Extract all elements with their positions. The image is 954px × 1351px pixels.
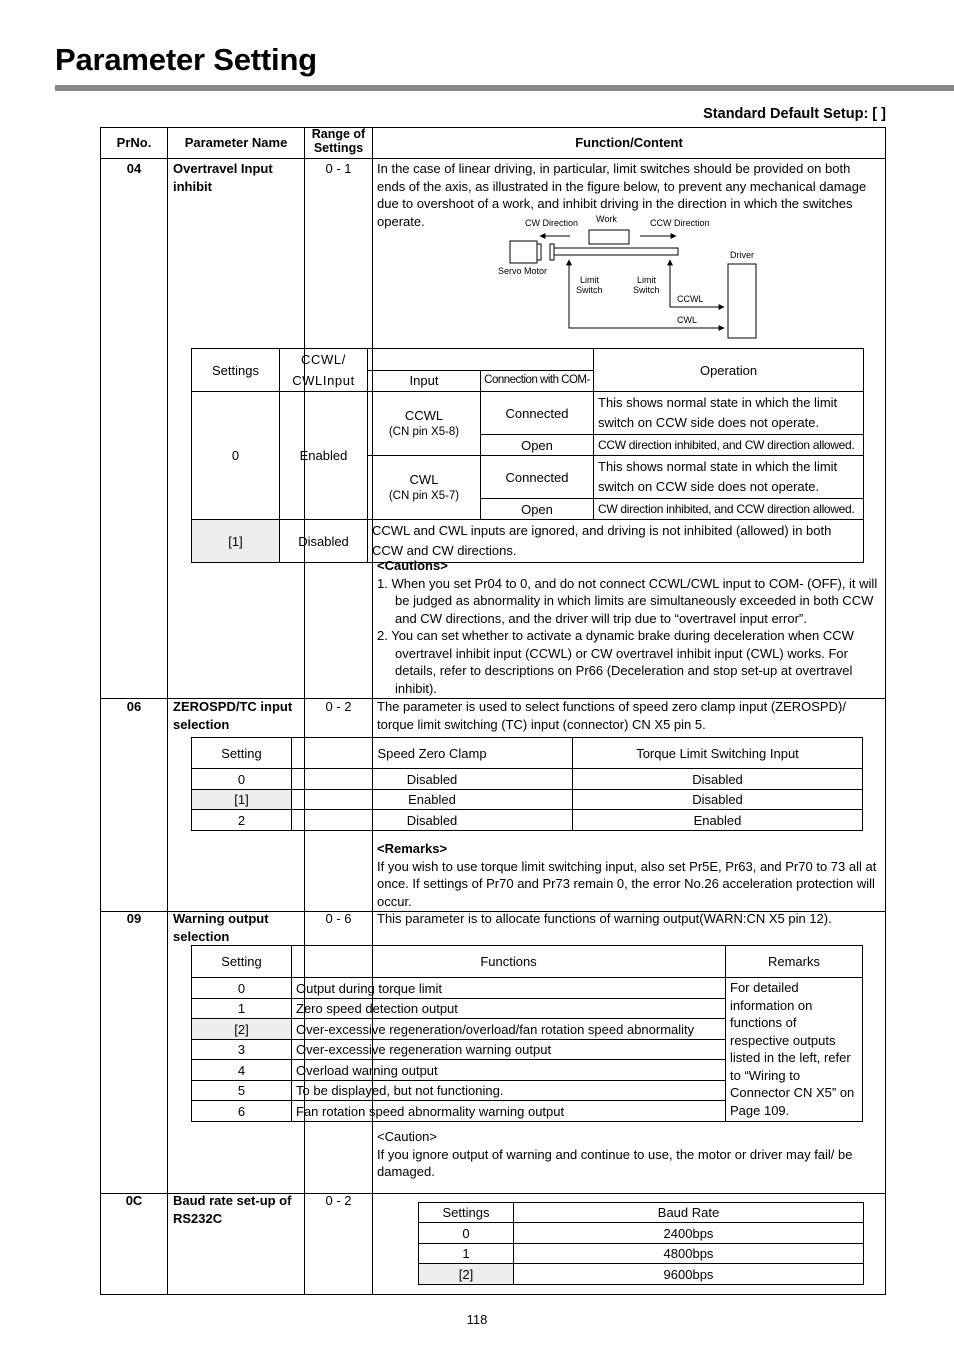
page-title: Parameter Setting	[55, 42, 317, 77]
pr06-range: 0 - 2	[325, 699, 352, 714]
pr04-h-connection: Connection with COM-	[481, 370, 594, 392]
pr06-r2-zero: Disabled	[292, 810, 573, 831]
header-divider	[100, 158, 886, 159]
pr09-r0-function: Output during torque limit	[292, 978, 726, 999]
pr09-h-remarks: Remarks	[726, 946, 863, 978]
diagram-limit-label-1: Limit	[580, 275, 600, 285]
pr06-settings-table	[191, 737, 863, 831]
pr04-row1-op: CCWL and CWL inputs are ignored, and driving is not inhibited (allowed) in both CCW and CW directions.	[368, 520, 864, 563]
pr04-row1-setting: [1]	[192, 520, 280, 563]
diagram-coupling-2	[550, 244, 554, 260]
pr04-name: Overtravel Input inhibit	[173, 161, 273, 194]
pr06-r2-setting: 2	[192, 810, 292, 831]
pr06-number: 06	[126, 699, 142, 714]
diagram-switch-label-1: Switch	[576, 285, 603, 295]
pr09-h-functions: Functions	[292, 946, 726, 978]
pr0c-r1-rate: 4800bps	[514, 1244, 864, 1264]
diagram-work-label: Work	[596, 214, 617, 224]
pr09-number: 09	[126, 911, 142, 926]
diagram-switch-label-2: Switch	[633, 285, 660, 295]
diagram-cwl-label: CWL	[677, 315, 697, 325]
pr04-ccwl-label: CCWL	[404, 407, 444, 423]
pr04-description: In the case of linear driving, in particular, limit switches should be provided on both ends of the axis, as illustrated in the figure below, to prevent any mechanical damage due to overshoot of a work, and inhibit driving in the direction in which the switches operate.	[377, 161, 867, 229]
pr06-remarks-text: If you wish to use torque limit switching input, also set Pr5E, Pr63, and Pr70 to 73 all at once. If settings of Pr70 and Pr73 remain 0, the error No.26 acceleration protection will occur.	[377, 858, 877, 909]
diagram-driver-box	[728, 264, 756, 338]
pr09-r6-function: Fan rotation speed abnormality warning output	[292, 1101, 726, 1122]
pr04-h-operation: Operation	[594, 349, 864, 392]
limit-switch-diagram	[490, 208, 770, 343]
pr09-caution-title: <Caution>	[377, 1129, 437, 1144]
pr09-r0-setting: 0	[192, 978, 292, 999]
pr09-r4-function: Overload warning output	[292, 1060, 726, 1081]
page-number: 118	[466, 1312, 488, 1327]
pr0c-number: 0C	[125, 1193, 143, 1208]
pr06-description: The parameter is used to select functions of speed zero clamp input (ZEROSPD)/ torque limit switching (TC) input (connector) CN X5 pin 5.	[377, 699, 846, 732]
pr0c-h-settings: Settings	[419, 1203, 514, 1223]
pr06-r0-setting: 0	[192, 769, 292, 790]
diagram-servo-motor	[510, 241, 537, 263]
pr06-h-speed-zero-clamp: Speed Zero Clamp	[292, 738, 573, 769]
pr04-h-blank	[368, 349, 594, 371]
pr09-r3-function: Over-excessive regeneration warning output	[292, 1040, 726, 1060]
pr06-h-torque-limit: Torque Limit Switching Input	[573, 738, 863, 769]
header-range: Range of Settings	[311, 127, 366, 155]
pr06-r0-zero: Disabled	[292, 769, 573, 790]
pr04-h-settings: Settings	[192, 349, 280, 392]
pr09-description: This parameter is to allocate functions of warning output(WARN:CN X5 pin 12).	[377, 911, 832, 926]
pr04-cwl-connected-op: This shows normal state in which the limit switch on CCW side does not operate.	[594, 456, 864, 499]
pr09-r1-setting: 1	[192, 999, 292, 1019]
diagram-ccw-direction-label: CCW Direction	[650, 218, 710, 228]
pr0c-r2-setting: [2]	[419, 1264, 514, 1285]
pr09-r2-setting: [2]	[192, 1019, 292, 1040]
pr0c-range: 0 - 2	[325, 1193, 352, 1208]
table-border-right	[885, 127, 886, 1295]
pr09-r1-function: Zero speed detection output	[292, 999, 726, 1019]
pr09-range: 0 - 6	[325, 911, 352, 926]
pr06-r0-torque: Disabled	[573, 769, 863, 790]
pr09-r5-setting: 5	[192, 1081, 292, 1101]
pr04-row0-setting: 0	[192, 392, 280, 520]
pr06-r1-torque: Disabled	[573, 790, 863, 810]
standard-default-note: Standard Default Setup: [ ]	[703, 106, 886, 122]
pr06-name: ZEROSPD/TC input selection	[173, 699, 293, 732]
pr04-ccwl-connected-op: This shows normal state in which the limit switch on CCW side does not operate.	[594, 392, 864, 435]
pr09-r5-function: To be displayed, but not functioning.	[292, 1081, 726, 1101]
pr04-range: 0 - 1	[325, 161, 352, 176]
pr0c-name: Baud rate set-up of RS232C	[173, 1193, 292, 1226]
diagram-driver-label: Driver	[730, 250, 754, 260]
pr09-caution-text: If you ignore output of warning and continue to use, the motor or driver may fail/ be damaged.	[377, 1146, 853, 1179]
diagram-ccwl-label: CCWL	[677, 294, 704, 304]
diagram-shaft	[554, 248, 678, 255]
col-divider-name	[167, 127, 168, 1295]
pr09-r4-setting: 4	[192, 1060, 292, 1081]
pr04-caution-2: 2. You can set whether to activate a dynamic brake during deceleration when CCW overtravel inhibit input (CCWL) or CW overtravel inhibit input (CWL) works. For details, refer to descriptions on Pr66 (Deceleration and stop set-up at overtravel inhibit).	[377, 628, 854, 696]
diagram-work-block	[589, 230, 629, 244]
pr09-r6-setting: 6	[192, 1101, 292, 1122]
pr04-cwl-open: Open	[481, 499, 594, 520]
pr09-caution	[377, 1128, 882, 1181]
pr04-h-input: Input	[368, 370, 481, 392]
pr0c-h-baud-rate: Baud Rate	[514, 1203, 864, 1223]
pr04-cwl-cell	[368, 456, 481, 520]
pr06-r1-zero: Enabled	[292, 790, 573, 810]
pr04-row1-state: Disabled	[280, 520, 368, 563]
pr04-number: 04	[126, 161, 142, 176]
pr09-h-setting: Setting	[192, 946, 292, 978]
pr0c-r0-rate: 2400bps	[514, 1223, 864, 1244]
table-border-bottom	[100, 1294, 886, 1295]
pr04-caution-1: 1. When you set Pr04 to 0, and do not connect CCWL/CWL input to COM- (OFF), it will be judged as abnormality in which limits are simultaneously exceeded in both CCW and CW directions, and the driver will trip due to “overtravel input error”.	[377, 575, 878, 626]
pr06-r1-setting: [1]	[192, 790, 292, 810]
diagram-limit-label-2: Limit	[637, 275, 657, 285]
title-rule	[55, 85, 954, 91]
pr04-ccwl-connected: Connected	[481, 392, 594, 435]
pr04-cwl-connected: Connected	[481, 456, 594, 499]
pr04-cautions-title: <Cautions>	[377, 558, 448, 573]
header-parameter-name: Parameter Name	[184, 135, 288, 150]
diagram-coupling-1	[537, 244, 541, 260]
pr04-cwl-label: CWL	[409, 471, 439, 487]
pr06-h-setting: Setting	[192, 738, 292, 769]
pr04-ccwl-pin: (CN pin X5-8)	[388, 425, 460, 438]
header-prno: PrNo.	[116, 135, 152, 150]
pr04-h-input-group: CCWL/ CWLInput	[280, 349, 368, 392]
pr04-row0-state: Enabled	[280, 392, 368, 520]
pr09-r2-function: Over-excessive regeneration/overload/fan rotation speed abnormality	[292, 1019, 726, 1040]
pr04-cautions	[377, 557, 882, 697]
pr0c-r0-setting: 0	[419, 1223, 514, 1244]
pr0c-r1-setting: 1	[419, 1244, 514, 1264]
diagram-cw-direction-label: CW Direction	[525, 218, 579, 228]
pr06-r2-torque: Enabled	[573, 810, 863, 831]
diagram-servo-motor-label: Servo Motor	[498, 266, 548, 276]
pr04-cwl-pin: (CN pin X5-7)	[388, 489, 460, 502]
pr09-r3-setting: 3	[192, 1040, 292, 1060]
pr09-warning-table	[191, 945, 863, 1122]
header-function: Function/Content	[575, 135, 683, 150]
pr09-remarks-cell: For detailed information on functions of respective outputs listed in the left, refer to “Wiring to Connector CN X5” on Page 109.	[726, 978, 863, 1122]
pr0c-r2-rate: 9600bps	[514, 1264, 864, 1285]
table-border-top	[100, 127, 886, 128]
pr04-ccwl-open: Open	[481, 435, 594, 456]
pr06-remarks-title: <Remarks>	[377, 841, 448, 856]
pr04-cwl-open-op: CW direction inhibited, and CCW direction allowed.	[594, 499, 864, 520]
pr04-ccwl-cell	[368, 392, 481, 456]
pr09-name: Warning output selection	[173, 911, 269, 944]
pr0c-baud-rate-table	[418, 1202, 864, 1285]
pr04-ccwl-open-op: CCW direction inhibited, and CW direction allowed.	[594, 435, 864, 456]
pr06-remarks	[377, 840, 882, 910]
pr04-settings-table	[191, 348, 864, 563]
